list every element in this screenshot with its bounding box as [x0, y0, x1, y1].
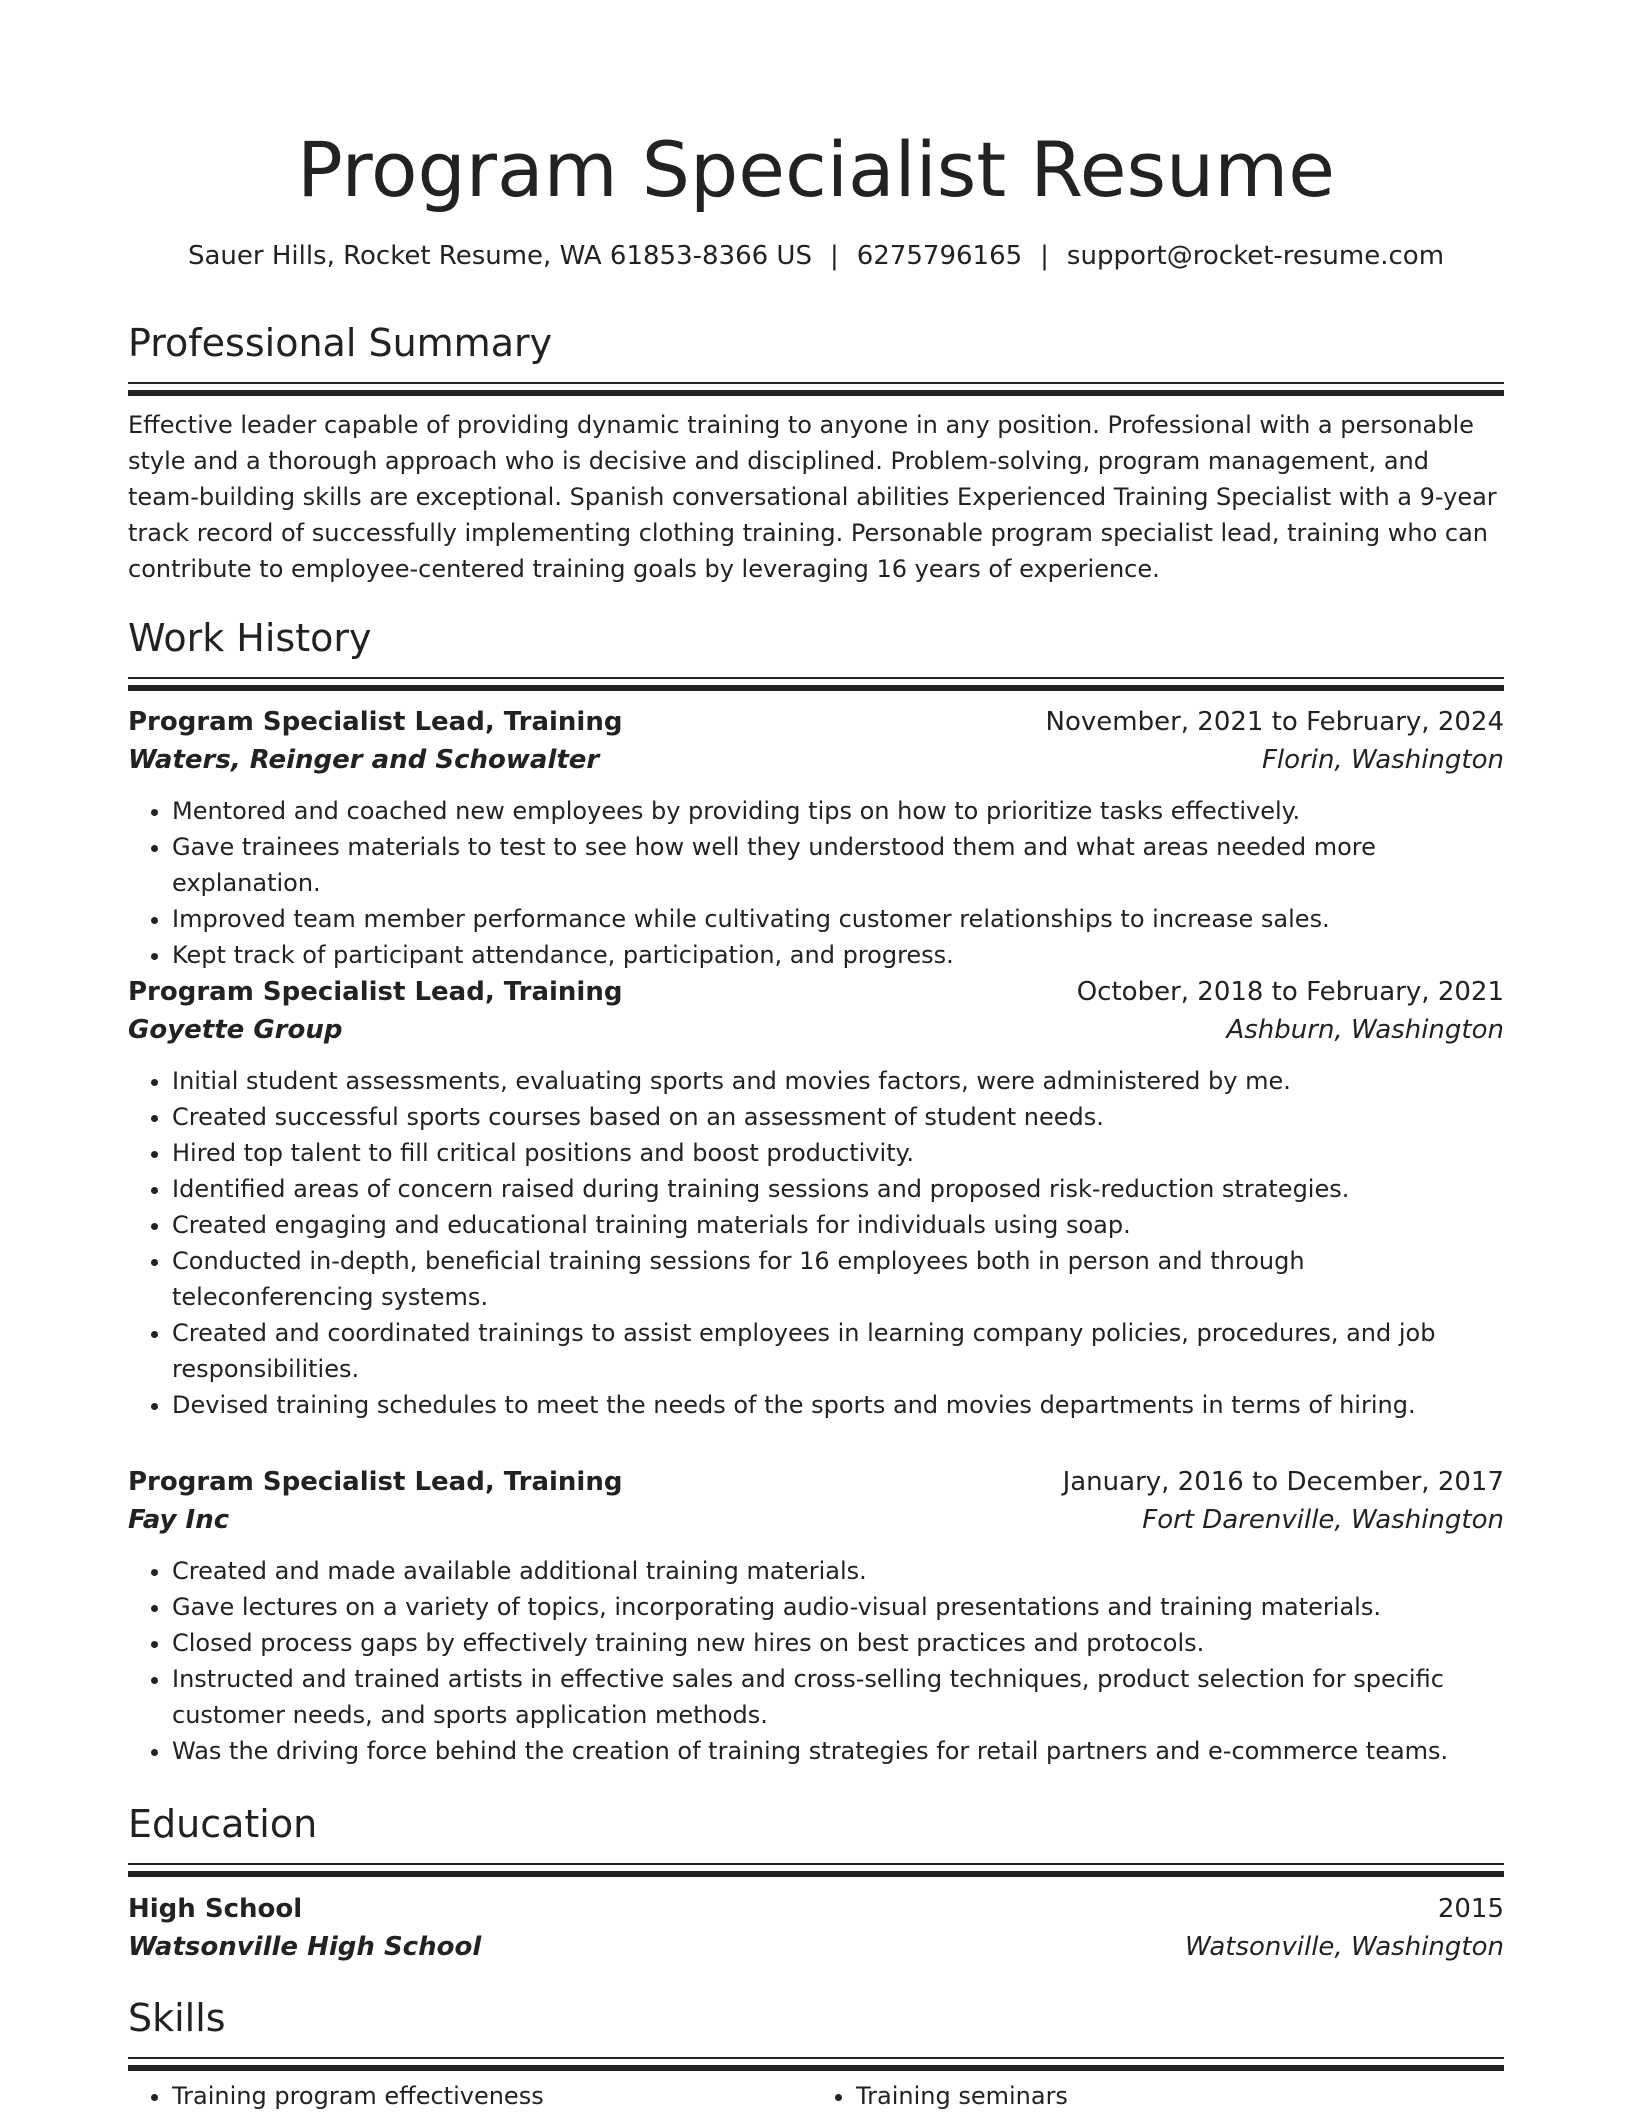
job-bullets [128, 1063, 1504, 1423]
list-item: • Devised training schedules to meet the needs of the sports and movies departments in terms of hiring. [172, 1387, 1504, 1423]
job-company: Fay Inc [128, 1505, 230, 1535]
job-entry [128, 1463, 1504, 1769]
skills-column-left [128, 2078, 812, 2114]
list-item: • Improved team member performance while cultivating customer relationships to increase sales. [172, 901, 1504, 937]
list-item: • Conducted in-depth, beneficial training sessions for 16 employees both in person and through teleconferencing systems. [172, 1243, 1504, 1315]
contact-separator: | [1040, 241, 1049, 271]
job-company: Waters, Reinger and Schowalter [128, 745, 600, 775]
job-title: Program Specialist Lead, Training [128, 1467, 623, 1497]
job-title: Program Specialist Lead, Training [128, 977, 623, 1007]
list-item: • Created and made available additional training materials. [172, 1553, 1504, 1589]
contact-separator: | [829, 241, 839, 271]
list-item: • Created and coordinated trainings to assist employees in learning company policies, procedures, and job responsibilities. [172, 1315, 1504, 1387]
section-divider [128, 382, 1504, 396]
section-header-summary [128, 318, 1504, 396]
list-item: • Created engaging and educational training materials for individuals using soap. [172, 1207, 1504, 1243]
education-degree: High School [128, 1894, 303, 1924]
section-divider [128, 2057, 1504, 2071]
job-dates: November, 2021 to February, 2024 [1045, 707, 1504, 737]
list-item: • Mentored and coached new employees by providing tips on how to prioritize tasks effectively. [172, 793, 1504, 829]
section-title-education: Education [128, 1802, 318, 1846]
education-year: 2015 [1437, 1894, 1504, 1924]
job-title: Program Specialist Lead, Training [128, 707, 623, 737]
skills-column-right [812, 2078, 1496, 2114]
job-entry [128, 973, 1504, 1423]
section-title-work: Work History [128, 616, 372, 660]
list-item: • Gave trainees materials to test to see how well they understood them and what areas needed more explanation. [172, 829, 1504, 901]
job-bullets [128, 793, 1504, 973]
skill-item: • Training program effectiveness [172, 2078, 812, 2114]
contact-phone: 6275796165 [856, 241, 1023, 271]
section-title-summary: Professional Summary [128, 321, 553, 365]
job-dates: January, 2016 to December, 2017 [1062, 1467, 1504, 1497]
skills-list [128, 2078, 1504, 2114]
education-location: Watsonville, Washington [1185, 1932, 1504, 1962]
list-item: • Instructed and trained artists in effective sales and cross-selling techniques, product selection for specific customer needs, and sports application methods. [172, 1661, 1504, 1733]
job-entry [128, 703, 1504, 973]
job-bullets [128, 1553, 1504, 1769]
list-item: • Hired top talent to fill critical positions and boost productivity. [172, 1135, 1504, 1171]
resume-title: Program Specialist Resume [296, 125, 1336, 214]
section-title-skills: Skills [128, 1996, 226, 2040]
section-header-skills [128, 1993, 1504, 2071]
contact-email: support@rocket-resume.com [1066, 241, 1445, 271]
list-item: • Kept track of participant attendance, participation, and progress. [172, 937, 1504, 973]
education-school: Watsonville High School [128, 1932, 482, 1962]
section-divider [128, 677, 1504, 691]
list-item: • Created successful sports courses based on an assessment of student needs. [172, 1099, 1504, 1135]
education-entry [128, 1890, 1504, 1966]
contact-line [128, 236, 1504, 276]
job-company: Goyette Group [128, 1015, 343, 1045]
list-item: • Initial student assessments, evaluating sports and movies factors, were administered by me. [172, 1063, 1504, 1099]
skill-item: • Training seminars [856, 2078, 1496, 2114]
list-item: • Closed process gaps by effectively training new hires on best practices and protocols. [172, 1625, 1504, 1661]
section-header-work [128, 613, 1504, 691]
list-item: • Was the driving force behind the creation of training strategies for retail partners and e-commerce teams. [172, 1733, 1504, 1769]
list-item: • Gave lectures on a variety of topics, incorporating audio-visual presentations and training materials. [172, 1589, 1504, 1625]
section-header-education [128, 1799, 1504, 1877]
job-dates: October, 2018 to February, 2021 [1076, 977, 1504, 1007]
job-location: Fort Darenville, Washington [1142, 1505, 1504, 1535]
job-location: Ashburn, Washington [1226, 1015, 1504, 1045]
summary-paragraph: Effective leader capable of providing dynamic training to anyone in any position. Professional with a personable style and a thorough approach who is decisive and disciplined. Problem-solving, program management, and team-building skills are exceptional. Spanish conversational abilities Experienced Training Specialist with a 9-year track record of successfully implementing clothing training. Personable program specialist lead, training who can contribute to employee-centered training goals by leveraging 16 years of experience. [128, 411, 1497, 583]
contact-address: Sauer Hills, Rocket Resume, WA 61853-8366 US [187, 241, 812, 271]
job-location: Florin, Washington [1261, 745, 1504, 775]
list-item: • Identified areas of concern raised during training sessions and proposed risk-reduction strategies. [172, 1171, 1504, 1207]
section-divider [128, 1863, 1504, 1877]
